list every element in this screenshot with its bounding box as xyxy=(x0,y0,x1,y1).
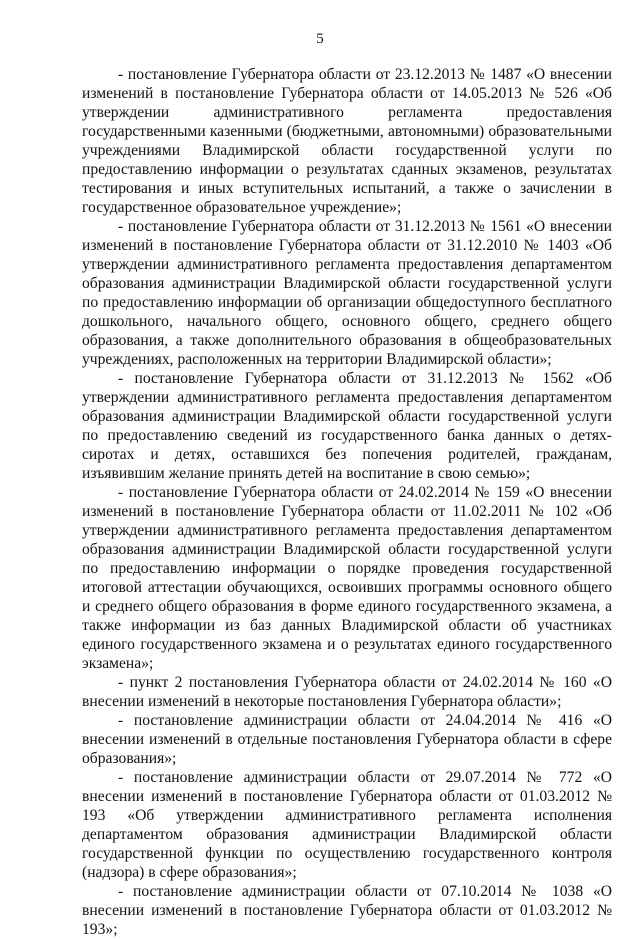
page-number: 5 xyxy=(316,31,324,47)
list-item: - постановление Губернатора области от 23.12.2013 № 1487 «О внесении изменений в постановление Губернатора области от 14.05.2013 № 526 «Об утверждении административного регламента предоставления государственными казенными (бюджетными, автономными) образовательными учреждениями Владимирской области государственной услуги по предоставлению информации о результатах сданных экзаменов, результатах тестирования и иных вступительных испытаний, а также о зачислении в государственное образовательное учреждение»; xyxy=(82,66,612,216)
list-item: - пункт 2 постановления Губернатора области от 24.02.2014 № 160 «О внесении изменений в некоторые постановления Губернатора области»; xyxy=(82,674,612,710)
list-item: - постановление администрации области от 07.10.2014 № 1038 «О внесении изменений в постановление Губернатора области от 01.03.2012 № 193»; xyxy=(82,883,612,938)
list-item: - постановление администрации области от 24.04.2014 № 416 «О внесении изменений в отдельные постановления Губернатора области в сфере образования»; xyxy=(82,712,612,767)
list-item: - постановление администрации области от 29.07.2014 № 772 «О внесении изменений в постановление Губернатора области от 01.03.2012 № 193 «Об утверждении административного регламента исполнения департаментом образования администрации Владимирской области государственной функции по осуществлению государственного контроля (надзора) в сфере образования»; xyxy=(82,769,612,881)
list-item: - постановление Губернатора области от 31.12.2013 № 1562 «Об утверждении административного регламента предоставления департаментом образования администрации Владимирской области государственной услуги по предоставлению сведений из государственного банка данных о детях-сиротах и детях, оставшихся без попечения родителей, гражданам, изъявившим желание принять детей на воспитание в свою семью»; xyxy=(82,370,612,482)
list-item: - постановление Губернатора области от 24.02.2014 № 159 «О внесении изменений в постановление Губернатора области от 11.02.2011 № 102 «Об утверждении административного регламента предоставления департаментом образования администрации Владимирской области государственной услуги по предоставлению информации о порядке проведения государственной итоговой аттестации обучающихся, освоивших программы основного общего и среднего общего образования в форме единого государственного экзамена, а также информации из баз данных Владимирской области об участниках единого государственного экзамена и о результатах единого государственного экзамена»; xyxy=(82,484,612,672)
document-body xyxy=(82,65,612,939)
list-item: - постановление Губернатора области от 31.12.2013 № 1561 «О внесении изменений в постановление Губернатора области от 31.12.2010 № 1403 «Об утверждении административного регламента предоставления департаментом образования администрации Владимирской области государственной услуги по предоставлению информации об организации общедоступного бесплатного дошкольного, начального общего, основного общего, среднего общего образования, а также дополнительного образования в общеобразовательных учреждениях, расположенных на территории Владимирской области»; xyxy=(82,218,612,368)
